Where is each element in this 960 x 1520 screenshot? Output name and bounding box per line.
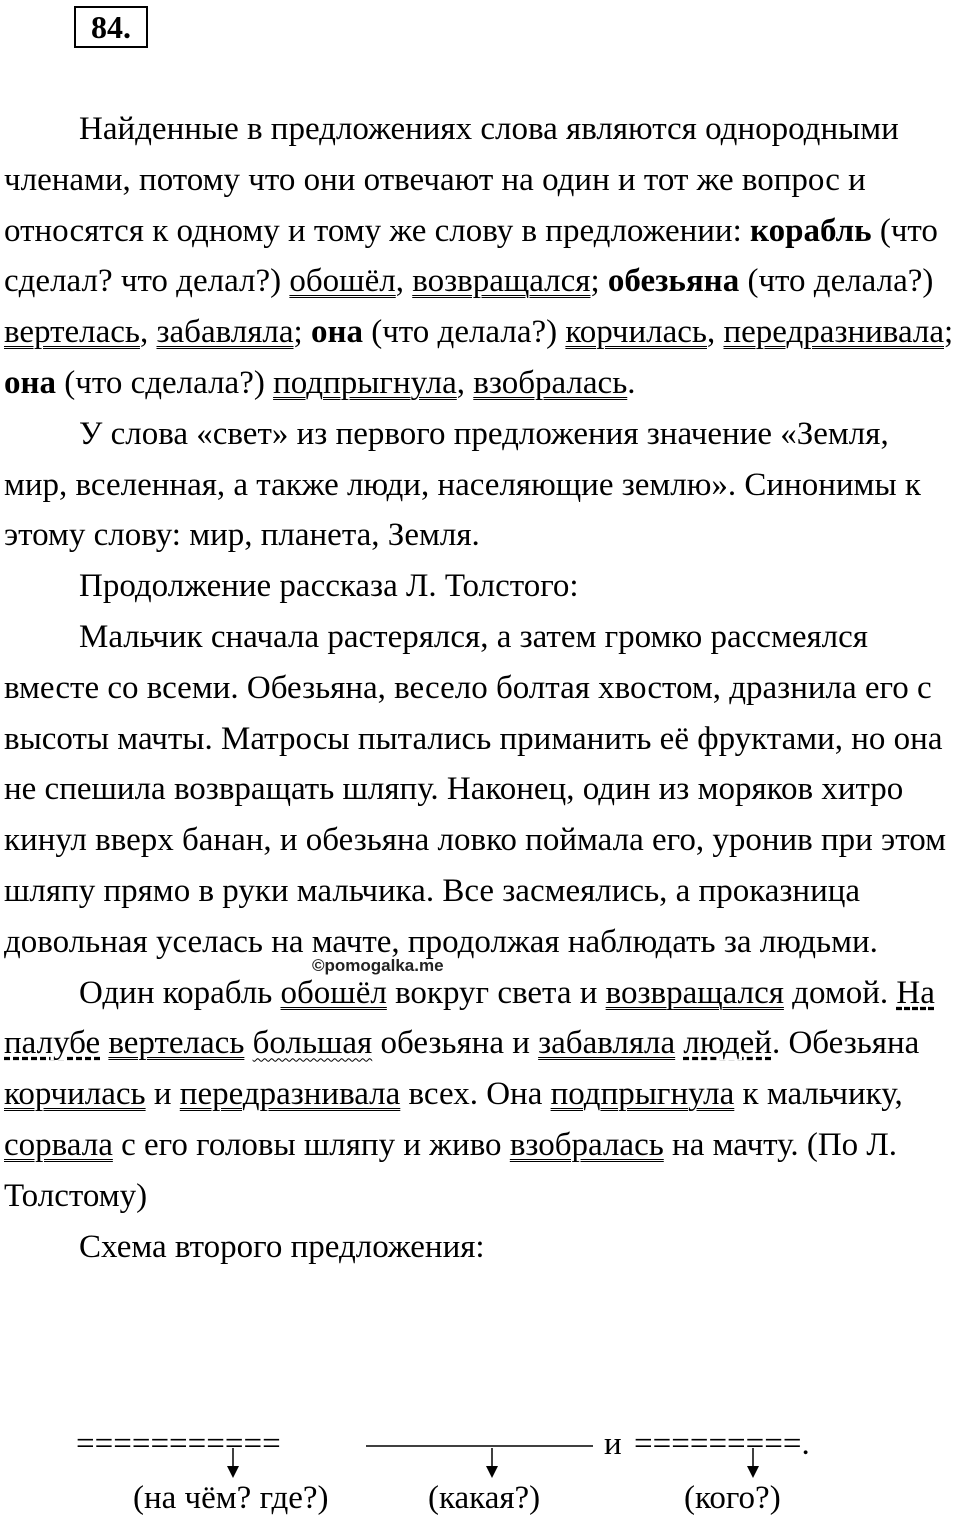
sentence-scheme <box>0 1424 960 1520</box>
text-segment: к мальчику, <box>734 1076 903 1113</box>
attribute-word: большая <box>252 1025 373 1062</box>
predicate-word: передразнивала <box>723 314 944 351</box>
watermark: ©pomogalka.me <box>312 956 444 975</box>
adverbial-phrase: На палубе <box>4 974 935 1062</box>
subject-word: корабль <box>750 212 872 249</box>
question-text: (что сделал? что делал?) <box>4 212 938 300</box>
punct: , <box>456 364 474 401</box>
subject-word: она <box>4 364 57 401</box>
scheme-conjunction: и <box>604 1426 622 1462</box>
predicate-word: подпрыгнула <box>273 364 457 401</box>
arrow-head <box>227 1466 239 1478</box>
paragraph-explanation <box>4 104 958 409</box>
predicate-word: передразнивала <box>179 1076 401 1113</box>
text-segment: на мачту. (По Л. Толстому) <box>4 1126 898 1214</box>
predicate-word: возвращался <box>605 974 784 1011</box>
text-segment: с его головы шляпу и живо <box>112 1126 510 1163</box>
scheme-predicate-line: =========. <box>634 1426 810 1462</box>
punct: , <box>706 314 724 351</box>
scheme-question-2: (какая?) <box>428 1480 541 1516</box>
predicate-word: сорвала <box>4 1126 113 1163</box>
punct: ; <box>590 263 608 300</box>
punct: , <box>395 263 413 300</box>
predicate-word: обошёл <box>289 263 396 300</box>
arrow-head <box>486 1466 498 1478</box>
subject-word: обезьяна <box>607 263 740 300</box>
text-segment: Один корабль <box>79 974 281 1011</box>
predicate-word: забавляла <box>156 314 294 351</box>
text-segment: домой. <box>783 974 897 1011</box>
paragraph-original-text <box>4 968 958 1222</box>
question-text: (что делала?) <box>739 263 934 300</box>
subject-word: она <box>310 314 363 351</box>
question-text: (что делала?) <box>362 314 566 351</box>
object-word: людей <box>683 1025 772 1062</box>
predicate-word: забавляла <box>538 1025 676 1062</box>
text-segment <box>244 1025 252 1061</box>
scheme-question-1: (на чём? где?) <box>133 1480 329 1516</box>
arrow-head <box>747 1466 759 1478</box>
predicate-word: подпрыгнула <box>550 1076 735 1113</box>
punct: ; <box>944 314 954 351</box>
scheme-question-3: (кого?) <box>684 1480 781 1516</box>
predicate-word: взобралась <box>473 364 628 401</box>
predicate-word: корчилась <box>4 1076 146 1113</box>
question-text: (что сделала?) <box>56 364 274 401</box>
document-body <box>4 104 958 1272</box>
predicate-word: корчилась <box>565 314 707 351</box>
predicate-word: вертелась <box>108 1025 245 1062</box>
paragraph-continuation-title: Продолжение рассказа Л. Толстого: <box>79 568 579 605</box>
text-segment: вокруг света и <box>386 974 606 1011</box>
punct: . <box>627 364 636 401</box>
punct: , <box>139 314 157 351</box>
text-segment: обезьяна и <box>372 1025 539 1062</box>
text-segment: . Обезьяна <box>771 1025 920 1062</box>
predicate-word: обошёл <box>280 974 387 1011</box>
scheme-adverbial-line: =========== <box>76 1426 281 1462</box>
punct: ; <box>293 314 311 351</box>
predicate-word: возвращался <box>412 263 591 300</box>
text-segment: всех. Она <box>400 1076 551 1113</box>
predicate-word: взобралась <box>509 1126 664 1163</box>
paragraph-synonyms: У слова «свет» из первого предложения значение «Земля, мир, вселенная, а также люди, населяющие землю». Синонимы к этому слову: мир, планета, Земля. <box>4 415 921 554</box>
text-segment: и <box>145 1076 180 1113</box>
text-segment: Найденные в предложениях слова являются однородными членами, потому что они отвечают на один и тот же вопрос и относятся к одному и тому же слову в предложении: <box>4 111 899 249</box>
predicate-word: вертелась <box>4 314 140 351</box>
exercise-number: 84. <box>74 6 148 48</box>
paragraph-continuation: Мальчик сначала растерялся, а затем громко рассмеялся вместе со всеми. Обезьяна, весело болтая хвостом, дразнила его с высоты мачты. Матросы пытались приманить её фруктами, но она не спешила возвращать шляпу. Наконец, один из моряков хитро кинул вверх банан, и обезьяна ловко поймала его, уронив при этом шляпу прямо в руки мальчика. Все засмеялись, а проказница довольная уселась на мачте, продолжая наблюдать за людьми. <box>4 618 946 960</box>
paragraph-scheme-title: Схема второго предложения: <box>79 1228 485 1265</box>
